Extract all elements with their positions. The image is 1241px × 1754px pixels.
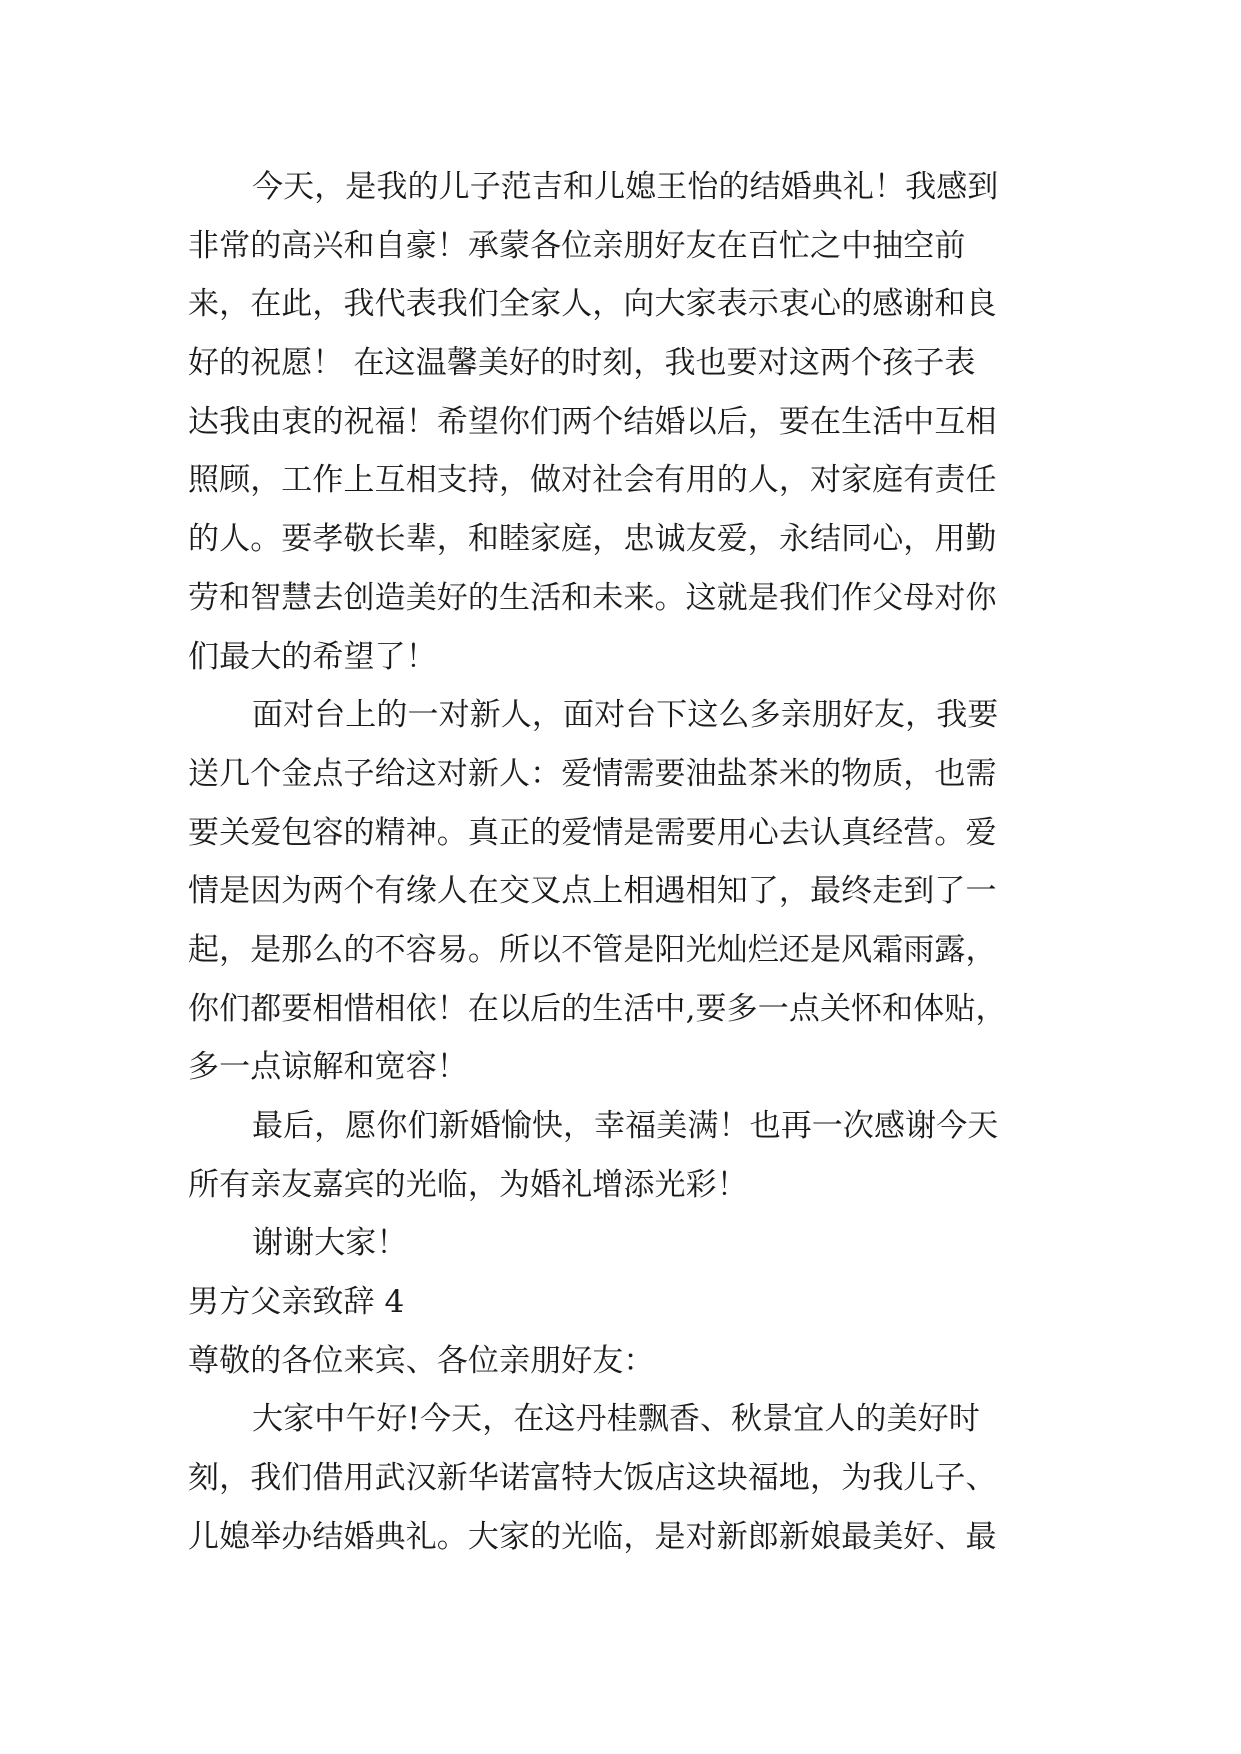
paragraph-line: 儿媳举办结婚典礼。大家的光临，是对新郎新娘最美好、最 <box>188 1518 997 1555</box>
paragraph-line: 好的祝愿！ 在这温馨美好的时刻，我也要对这两个孩子表 <box>188 345 976 382</box>
paragraph-line: 起，是那么的不容易。所以不管是阳光灿烂还是风霜雨露， <box>188 931 997 968</box>
paragraph-line: 们最大的希望了！ <box>188 638 437 675</box>
paragraph-line: 照顾，工作上互相支持，做对社会有用的人，对家庭有责任 <box>188 462 997 499</box>
paragraph-line: 最后，愿你们新婚愉快，幸福美满！也再一次感谢今天 <box>252 1108 999 1144</box>
paragraph-line: 情是因为两个有缘人在交叉点上相遇相知了，最终走到了一 <box>188 873 997 910</box>
paragraph-line: 来，在此，我代表我们全家人，向大家表示衷心的感谢和良 <box>188 286 997 323</box>
paragraph-line: 所有亲友嘉宾的光临，为婚礼增添光彩！ <box>188 1166 748 1203</box>
paragraph-line: 面对台上的一对新人，面对台下这么多亲朋好友，我要 <box>252 697 999 734</box>
paragraph-line: 达我由衷的祝福！希望你们两个结婚以后，要在生活中互相 <box>188 403 997 440</box>
paragraph-line: 多一点谅解和宽容！ <box>188 1049 468 1086</box>
salutation-line: 尊敬的各位来宾、各位亲朋好友： <box>188 1342 655 1379</box>
paragraph-line: 要关爱包容的精神。真正的爱情是需要用心去认真经营。爱 <box>188 814 997 851</box>
paragraph-line: 的人。要孝敬长辈，和睦家庭，忠诚友爱，永结同心，用勤 <box>188 521 997 558</box>
paragraph-line: 今天，是我的儿子范吉和儿媳王怡的结婚典礼！我感到 <box>252 169 999 205</box>
paragraph-line: 你们都要相惜相依！在以后的生活中,要多一点关怀和体贴， <box>188 990 1007 1027</box>
paragraph-line: 劳和智慧去创造美好的生活和未来。这就是我们作父母对你 <box>188 579 997 616</box>
paragraph-line: 非常的高兴和自豪！承蒙各位亲朋好友在百忙之中抽空前 <box>188 227 966 264</box>
section-heading: 男方父亲致辞 4 <box>188 1284 405 1321</box>
paragraph-line: 送几个金点子给这对新人：爱情需要油盐茶米的物质，也需 <box>188 755 997 792</box>
paragraph-line: 大家中午好!今天，在这丹桂飘香、秋景宜人的美好时 <box>252 1401 980 1438</box>
paragraph-line: 刻，我们借用武汉新华诺富特大饭店这块福地，为我儿子、 <box>188 1460 997 1497</box>
document-body <box>188 158 1078 1567</box>
closing-line: 谢谢大家！ <box>252 1225 408 1262</box>
